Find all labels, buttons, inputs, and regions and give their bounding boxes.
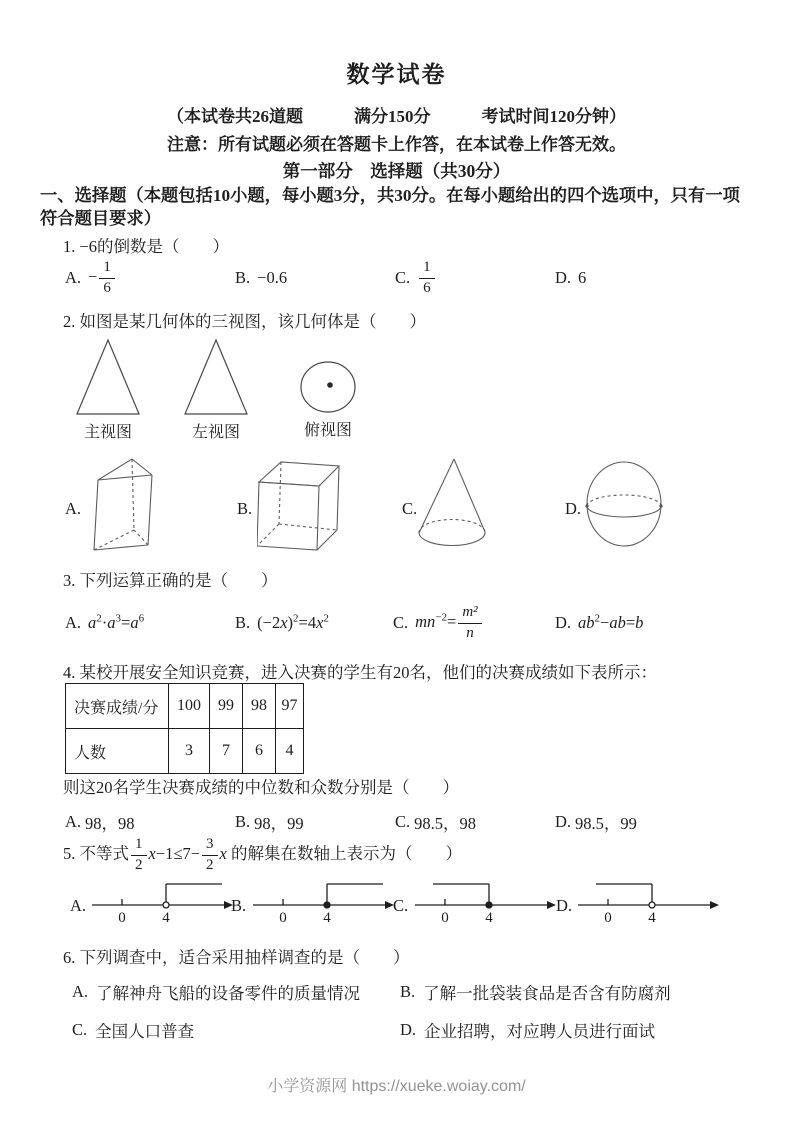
sphere-figure — [584, 459, 664, 549]
q1-options — [0, 252, 793, 304]
q6-option-d-label: D. — [400, 1020, 417, 1039]
q1-option-d-label: D. — [555, 268, 572, 287]
left-view-triangle — [183, 337, 249, 417]
number-line-d — [578, 872, 720, 926]
table-cell: 7 — [210, 729, 243, 774]
left-view-figure — [183, 337, 249, 417]
table-cell: 100 — [169, 684, 210, 729]
q1-option-a — [65, 252, 117, 304]
table-cell: 99 — [210, 684, 243, 729]
q1-stem: 1. −6的倒数是（ ） — [63, 237, 230, 256]
svg-text:0: 0 — [604, 910, 612, 926]
q4-stem2: 则这20名学生决赛成绩的中位数和众数分别是（ ） — [63, 778, 459, 797]
svg-text:4: 4 — [162, 910, 170, 926]
q4-option-d-label: D. — [555, 812, 572, 831]
svg-text:4: 4 — [485, 910, 493, 926]
q3-option-b-value: $(-2x)^2=4x^2$ — [257, 612, 329, 632]
q4-option-c — [395, 810, 476, 834]
q3-option-c — [393, 594, 484, 652]
q3-option-c-label: C. — [393, 613, 409, 632]
top-view-figure — [299, 360, 357, 414]
cuboid-figure — [257, 458, 345, 554]
q5-stem — [63, 833, 462, 877]
q4-option-c-text: 98.5，98 — [414, 814, 477, 833]
q3-option-c-value: $mn^{-2}=$ $\frac{\text{m²}}{n}$ — [415, 605, 484, 642]
q5-option-c-label: C. — [393, 896, 409, 915]
q5-option-d-label: D. — [556, 896, 573, 915]
page-title: 数学试卷 — [346, 62, 447, 87]
q6-option-c-text: 全国人口普查 — [95, 1022, 195, 1041]
table-row — [66, 729, 304, 774]
table-cell: 98 — [243, 684, 276, 729]
q3-option-a-label: A. — [65, 613, 82, 632]
q6-option-a-text: 了解神舟飞船的设备零件的质量情况 — [96, 984, 361, 1003]
q3-options — [0, 594, 793, 652]
q6-option-d — [400, 1018, 655, 1042]
svg-text:0: 0 — [279, 910, 287, 926]
q4-option-c-label: C. — [395, 812, 411, 831]
footer-link[interactable]: 小学资源网 https://xueke.woiay.com/ — [267, 1078, 526, 1095]
q1-option-d — [555, 252, 586, 304]
table-row — [66, 684, 304, 729]
q3-option-a-value: $a^2\cdot a^3=a^6$ — [88, 612, 145, 632]
q4-option-b-text: 98，99 — [254, 814, 304, 833]
exam-notice: 注意：所有试题必须在答题卡上作答，在本试卷上作答无效。 — [167, 135, 626, 154]
front-view-figure — [75, 337, 141, 417]
q3-option-b-label: B. — [235, 613, 251, 632]
footer-watermark — [0, 1073, 793, 1096]
top-view-circle — [299, 360, 357, 414]
svg-text:0: 0 — [441, 910, 449, 926]
q6-option-c-label: C. — [72, 1020, 88, 1039]
table-cell: 6 — [243, 729, 276, 774]
svg-text:4: 4 — [323, 910, 331, 926]
q4-option-b — [235, 810, 304, 834]
q5-stem-math: 5. 不等式 $\frac{1}{2}$ x−1≤7− $\frac{3}{2}$ x 的解集在数轴上表示为（ ） — [63, 835, 462, 873]
q2-option-d-label: D. — [565, 499, 582, 518]
q6-option-a — [72, 980, 360, 1004]
q1-option-a-label: A. — [65, 268, 82, 287]
q1-option-b-label: B. — [235, 268, 251, 287]
q4-options — [0, 810, 793, 832]
number-line-a — [92, 872, 234, 926]
q2-option-a-label: A. — [65, 499, 82, 518]
svg-text:0: 0 — [118, 910, 126, 926]
q2-stem: 2. 如图是某几何体的三视图，该几何体是（ ） — [63, 312, 426, 331]
number-line-b — [253, 872, 395, 926]
q1-option-b-value: −0.6 — [257, 268, 288, 287]
q1-option-c — [395, 252, 437, 304]
q3-option-d — [555, 594, 643, 652]
q4-option-d — [555, 810, 637, 834]
cone-figure — [416, 454, 490, 552]
q6-option-b-label: B. — [400, 982, 416, 1001]
q1-option-b — [235, 252, 287, 304]
q5-option-a-label: A. — [70, 896, 87, 915]
triangular-prism-figure — [90, 452, 158, 554]
q6-stem: 6. 下列调查中，适合采用抽样调查的是（ ） — [63, 948, 410, 967]
q1-option-c-label: C. — [395, 268, 411, 287]
front-view-label: 主视图 — [83, 424, 132, 441]
q4-option-a-text: 98，98 — [85, 814, 135, 833]
front-view-triangle — [75, 337, 141, 417]
table-cell: 3 — [169, 729, 210, 774]
q4-option-b-label: B. — [235, 812, 251, 831]
q6-option-b-text: 了解一批袋装食品是否含有防腐剂 — [423, 984, 671, 1003]
svg-text:4: 4 — [648, 910, 656, 926]
q1-option-a-value: − $\frac{1}{6}$ — [88, 260, 117, 297]
q3-option-a — [65, 594, 144, 652]
score-table — [65, 683, 304, 774]
q2-option-b-label: B. — [237, 499, 253, 518]
q3-option-b — [235, 594, 329, 652]
q1-option-d-value: 6 — [578, 268, 587, 287]
q4-stem: 4. 某校开展安全知识竞赛，进入决赛的学生有20名，他们的决赛成绩如下表所示： — [63, 663, 657, 682]
top-view-label: 俯视图 — [303, 422, 352, 439]
q3-option-d-value: $ab^2-ab=b$ — [578, 612, 644, 632]
q6-option-a-label: A. — [72, 982, 89, 1001]
q5-option-b-label: B. — [231, 896, 247, 915]
q6-option-b — [400, 980, 671, 1004]
number-line-c — [415, 872, 557, 926]
exam-meta: （本试卷共26道题 满分150分 考试时间120分钟） — [167, 107, 626, 126]
section-heading: 第一部分 选择题（共30分） — [282, 161, 511, 181]
section-intro: 一、选择题（本题包括10小题，每小题3分，共30分。在每小题给出的四个选项中，只有一项符合题目要求） — [40, 186, 740, 228]
q4-option-d-text: 98.5，99 — [575, 814, 637, 833]
q4-option-a-label: A. — [65, 812, 82, 831]
q4-option-a — [65, 810, 135, 834]
table-cell: 4 — [276, 729, 304, 774]
q3-option-d-label: D. — [555, 613, 572, 632]
q6-option-d-text: 企业招聘，对应聘人员进行面试 — [424, 1022, 656, 1041]
table-cell: 决赛成绩/分 — [66, 684, 169, 729]
q2-option-c-label: C. — [402, 499, 418, 518]
left-view-label: 左视图 — [191, 424, 240, 441]
table-cell: 人数 — [66, 729, 169, 774]
q6-option-c — [72, 1018, 194, 1042]
q1-option-c-value: $\frac{1}{6}$ — [417, 260, 437, 297]
q3-stem: 3. 下列运算正确的是（ ） — [63, 571, 278, 590]
table-cell: 97 — [276, 684, 304, 729]
